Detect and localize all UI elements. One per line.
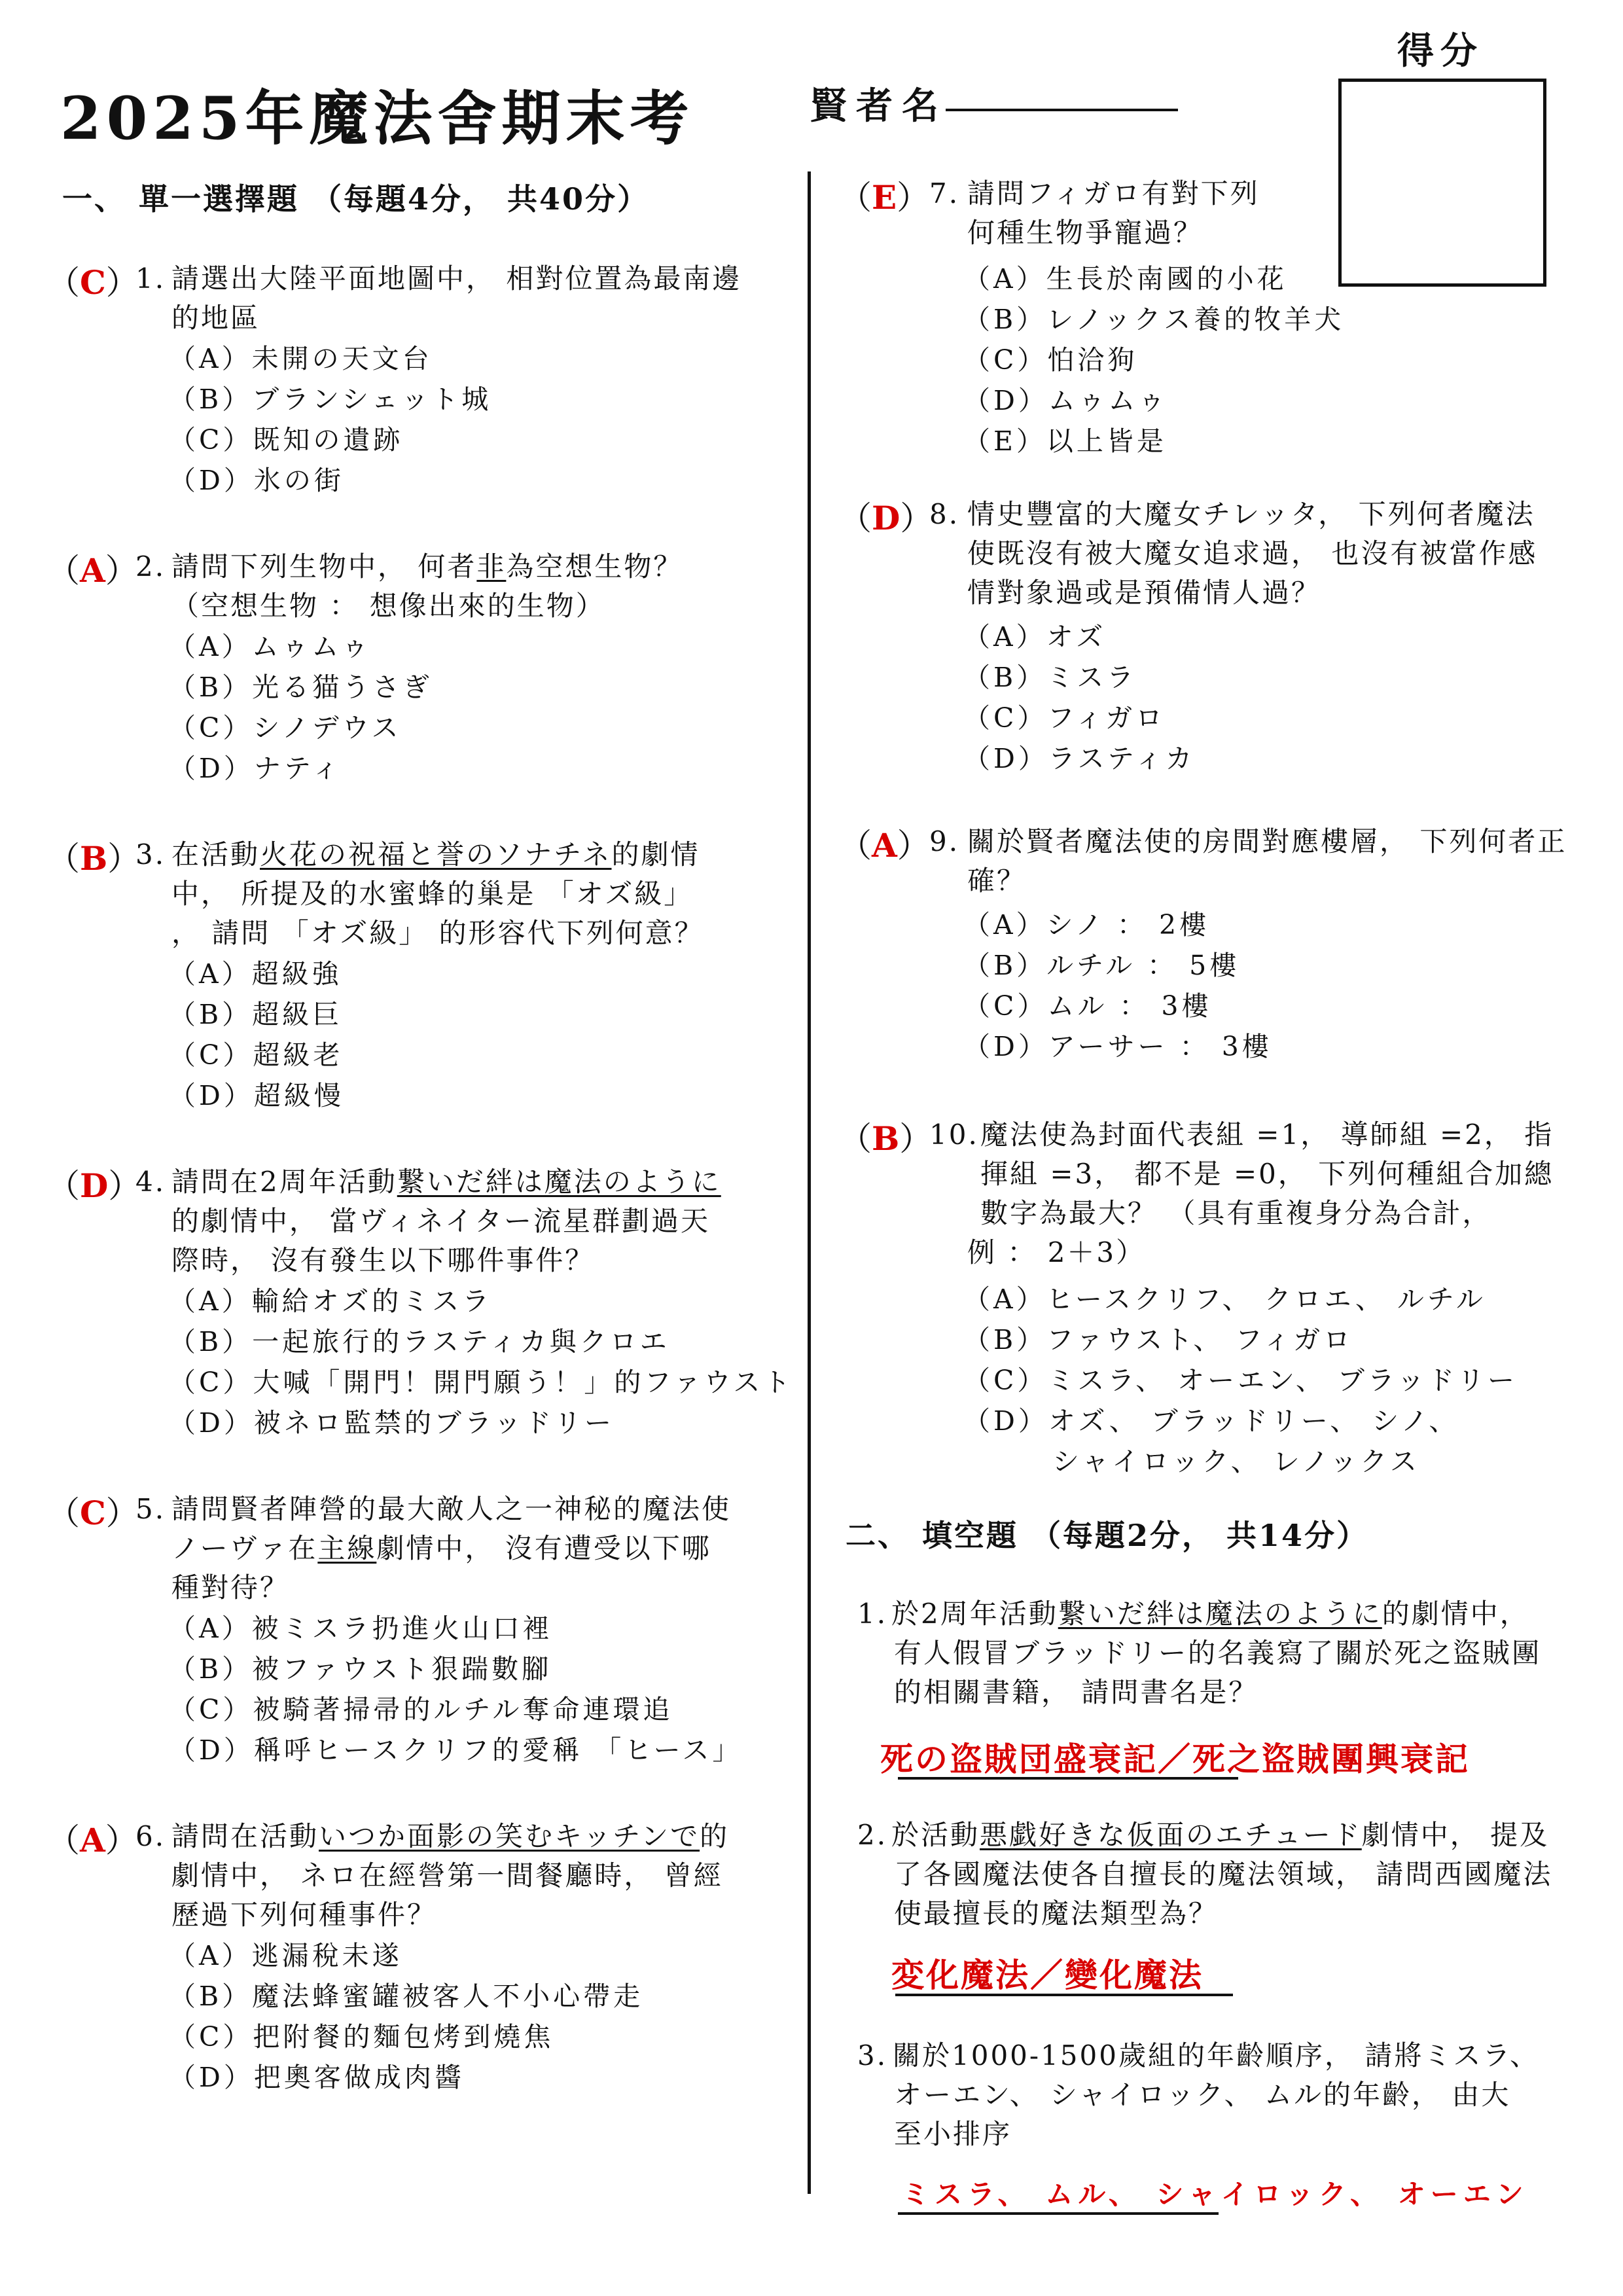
option-d: （D）ナティ — [169, 753, 342, 784]
option-a: （A）シノ ： 2樓 — [963, 909, 1210, 941]
answer-line[interactable] — [898, 1777, 1238, 1780]
option-c: （C）ミスラ、 オーエン、 ブラッドリー — [963, 1365, 1518, 1396]
answer-mark: D — [872, 499, 901, 537]
option-c: （C）大喊「開門！開門願う！」的ファウスト — [169, 1367, 794, 1398]
question-number: 2. — [857, 1819, 888, 1851]
question-text: 劇情中， ネロ在經營第一間餐廳時， 曾經 — [171, 1859, 723, 1892]
option-a: （A）生長於南國的小花 — [963, 263, 1287, 295]
option-c: （C）フィガロ — [963, 702, 1166, 734]
question-text: 了各國魔法使各自擅長的魔法領域， 請問西國魔法 — [894, 1858, 1553, 1890]
option-c: （C）超級老 — [169, 1039, 344, 1071]
question-number: 8. — [929, 498, 960, 530]
question-number: 3. — [857, 2039, 888, 2072]
answer-line[interactable] — [895, 1994, 1233, 1996]
question-text: 至小排序 — [894, 2118, 1012, 2150]
question-text: 於活動悪戯好きな仮面のエチュード劇情中， 提及 — [891, 1819, 1550, 1851]
underlined-term: 火花の祝福と誉のソナチネ — [260, 838, 612, 870]
answer-mark: E — [872, 178, 897, 217]
answer-mark: B — [872, 1119, 900, 1158]
answer-mark: B — [80, 839, 108, 878]
question-text: 何種生物爭寵過？ — [967, 217, 1204, 249]
answer-slot[interactable]: （D） — [47, 1166, 141, 1205]
option-c: （C）怕洽狗 — [963, 344, 1138, 376]
question-text: 的相關書籍， 請問書名是？ — [894, 1676, 1258, 1708]
option-e: （E）以上皆是 — [963, 425, 1167, 457]
option-a: （A）超級強 — [169, 958, 342, 990]
answer-slot[interactable]: （A） — [839, 826, 930, 865]
option-b: （B）レノックス養的牧羊犬 — [963, 304, 1345, 335]
question-text: （空想生物 ： 想像出來的生物） — [171, 590, 605, 622]
score-box[interactable] — [1338, 79, 1546, 287]
option-a: （A）輸給オズ的ミスラ — [169, 1285, 493, 1317]
question-number: 2. — [135, 550, 166, 583]
question-text: 種對待？ — [171, 1571, 290, 1604]
option-a: （A）被ミスラ扔進火山口裡 — [169, 1613, 553, 1644]
answer-slot[interactable]: （C） — [47, 263, 139, 302]
question-number: 7. — [929, 177, 960, 209]
question-text: ， 請問 「オズ級」 的形容代下列何意？ — [171, 917, 704, 949]
question-text: 歷過下列何種事件？ — [171, 1899, 437, 1931]
option-c: （C）把附餐的麵包烤到燒焦 — [169, 2021, 554, 2053]
question-text: 情史豐富的大魔女チレッタ， 下列何者魔法 — [967, 498, 1535, 530]
question-text: 請問賢者陣營的最大敵人之一神秘的魔法使 — [171, 1493, 732, 1525]
question-number: 4. — [135, 1166, 166, 1198]
option-b: （B）魔法蜂蜜罐被客人不小心帶走 — [169, 1981, 644, 2012]
option-b: （B）一起旅行的ラスティカ與クロエ — [169, 1326, 670, 1357]
question-text: 魔法使為封面代表組 =1， 導師組 =2， 指 — [980, 1119, 1554, 1151]
name-label: 賢者名 — [810, 84, 948, 128]
question-number: 1. — [857, 1598, 888, 1630]
question-text: 的劇情中， 當ヴィネイター流星群劃過天 — [171, 1205, 710, 1237]
answer-slot[interactable]: （D） — [839, 499, 933, 537]
option-c: （C）シノデウス — [169, 712, 402, 744]
question-number: 5. — [135, 1493, 166, 1525]
question-number: 3. — [135, 838, 166, 870]
option-a: （A）オズ — [963, 621, 1107, 653]
answer-mark: D — [80, 1166, 109, 1205]
question-text: 的地區 — [171, 302, 260, 334]
question-number: 6. — [135, 1820, 166, 1852]
question-text: 有人假冒ブラッドリー的名義寫了關於死之盜賊團 — [894, 1637, 1542, 1669]
question-text: 於2周年活動繋いだ絆は魔法のように的劇情中， — [891, 1598, 1529, 1630]
option-d: （D）アーサー ： 3樓 — [963, 1031, 1272, 1062]
question-text: 在活動火花の祝福と誉のソナチネ的劇情 — [171, 838, 700, 870]
underlined-term: 主線 — [317, 1532, 377, 1564]
score-label: 得分 — [1397, 29, 1484, 73]
answer-mark: C — [80, 1494, 106, 1532]
question-text: 例 ： 2＋3） — [967, 1236, 1146, 1268]
option-b: （B）超級巨 — [169, 999, 343, 1030]
question-number: 1. — [135, 262, 166, 295]
fill-answer: ミスラ、 ムル、 シャイロック、 オーエン — [902, 2178, 1529, 2210]
answer-mark: A — [872, 826, 897, 865]
answer-slot[interactable]: （B） — [839, 1119, 933, 1158]
option-b: （B）被ファウスト狠踹數腳 — [169, 1653, 552, 1685]
answer-mark: A — [80, 1821, 105, 1859]
option-c: （C）既知の遺跡 — [169, 424, 404, 456]
option-a: （A）ヒースクリフ、 クロエ、 ルチル — [963, 1283, 1486, 1315]
underlined-term: 悪戯好きな仮面のエチュード — [980, 1819, 1362, 1851]
question-text: 中， 所提及的水蜜蜂的巢是 「オズ級」 — [171, 878, 694, 910]
question-text: オーエン、 シャイロック、 ムル的年齡， 由大 — [894, 2079, 1511, 2111]
question-text: 請選出大陸平面地圖中， 相對位置為最南邊 — [171, 262, 742, 295]
option-d: （D）超級慢 — [169, 1080, 344, 1111]
answer-slot[interactable]: （B） — [47, 839, 141, 878]
option-b: （B）ルチル ： 5樓 — [963, 950, 1240, 981]
answer-slot[interactable]: （A） — [47, 1821, 138, 1859]
answer-slot[interactable]: （A） — [47, 551, 138, 590]
section1-heading: 一、 單一選擇題 （每題4分， 共40分） — [62, 181, 650, 217]
question-text: 關於賢者魔法使的房間對應樓層， 下列何者正 — [967, 825, 1567, 857]
question-text: 使最擅長的魔法類型為？ — [894, 1897, 1219, 1929]
question-text: 揮組 =3， 都不是 =0， 下列何種組合加總 — [980, 1158, 1554, 1190]
option-a: （A）未開の天文台 — [169, 343, 433, 374]
option-b: （B）ファウスト、 フィガロ — [963, 1324, 1354, 1355]
fill-answer: 変化魔法／變化魔法 — [891, 1956, 1204, 1994]
question-text: 請問下列生物中， 何者非為空想生物？ — [171, 550, 683, 583]
underlined-term: いつか面影の笑むキッチンで — [319, 1820, 700, 1852]
fill-answer: 死の盗賊団盛衰記／死之盜賊團興衰記 — [880, 1740, 1470, 1778]
answer-mark: C — [80, 263, 106, 302]
option-a: （A）ムゥムゥ — [169, 631, 372, 662]
option-d: （D）稱呼ヒースクリフ的愛稱 「ヒース」 — [169, 1734, 743, 1766]
underlined-term: 繋いだ絆は魔法のように — [1058, 1598, 1382, 1630]
option-c: （C）被騎著掃帚的ルチル奪命連環追 — [169, 1694, 673, 1725]
option-a: （A）逃漏稅未遂 — [169, 1940, 402, 1971]
option-d: （D）ラスティカ — [963, 743, 1196, 774]
section2-heading: 二、 填空題 （每題2分， 共14分） — [846, 1518, 1369, 1553]
option-c: （C）ムル ： 3樓 — [963, 990, 1212, 1022]
option-d: （D）氷の街 — [169, 465, 344, 496]
option-d: （D）把奧客做成肉醬 — [169, 2062, 465, 2093]
question-number: 9. — [929, 825, 960, 857]
underlined-term: 繋いだ絆は魔法のように — [397, 1166, 721, 1198]
question-text: 請問フィガロ有對下列 — [967, 177, 1260, 209]
question-text: 使既沒有被大魔女追求過， 也沒有被當作感 — [967, 537, 1538, 569]
question-text: ノーヴァ在主線劇情中， 沒有遭受以下哪 — [171, 1532, 711, 1564]
column-divider — [808, 171, 811, 2194]
option-b: （B）ミスラ — [963, 662, 1137, 693]
question-text: 關於1000-1500歲組的年齡順序， 請將ミスラ、 — [893, 2039, 1539, 2072]
option-b: （B）ブランシェット城 — [169, 384, 492, 415]
underlined-term: 非 — [476, 550, 507, 583]
question-text: 數字為最大？ （具有重複身分為合計， — [980, 1197, 1492, 1229]
answer-slot[interactable]: （E） — [839, 178, 930, 217]
exam-title: 2025年魔法舍期末考 — [60, 84, 694, 153]
option-d: （D）オズ、 ブラッドリー、 シノ、 — [963, 1405, 1459, 1437]
question-text: 請問在2周年活動繋いだ絆は魔法のように — [171, 1166, 721, 1198]
question-text: 確？ — [967, 865, 1027, 897]
answer-slot[interactable]: （C） — [47, 1494, 139, 1532]
option-b: （B）光る猫うさぎ — [169, 672, 433, 703]
question-number: 10. — [929, 1119, 979, 1151]
question-text: 情對象過或是預備情人過？ — [967, 577, 1321, 609]
option-d-continued: シャイロック、 レノックス — [1052, 1446, 1420, 1477]
name-field-line[interactable] — [946, 109, 1178, 111]
option-d: （D）ムゥムゥ — [963, 385, 1169, 416]
question-text: 請問在活動いつか面影の笑むキッチンで的 — [171, 1820, 730, 1852]
question-text: 際時， 沒有發生以下哪件事件？ — [171, 1244, 595, 1276]
answer-line[interactable] — [898, 2212, 1219, 2215]
option-d: （D）被ネロ監禁的ブラッドリー — [169, 1407, 615, 1439]
answer-mark: A — [80, 551, 105, 590]
